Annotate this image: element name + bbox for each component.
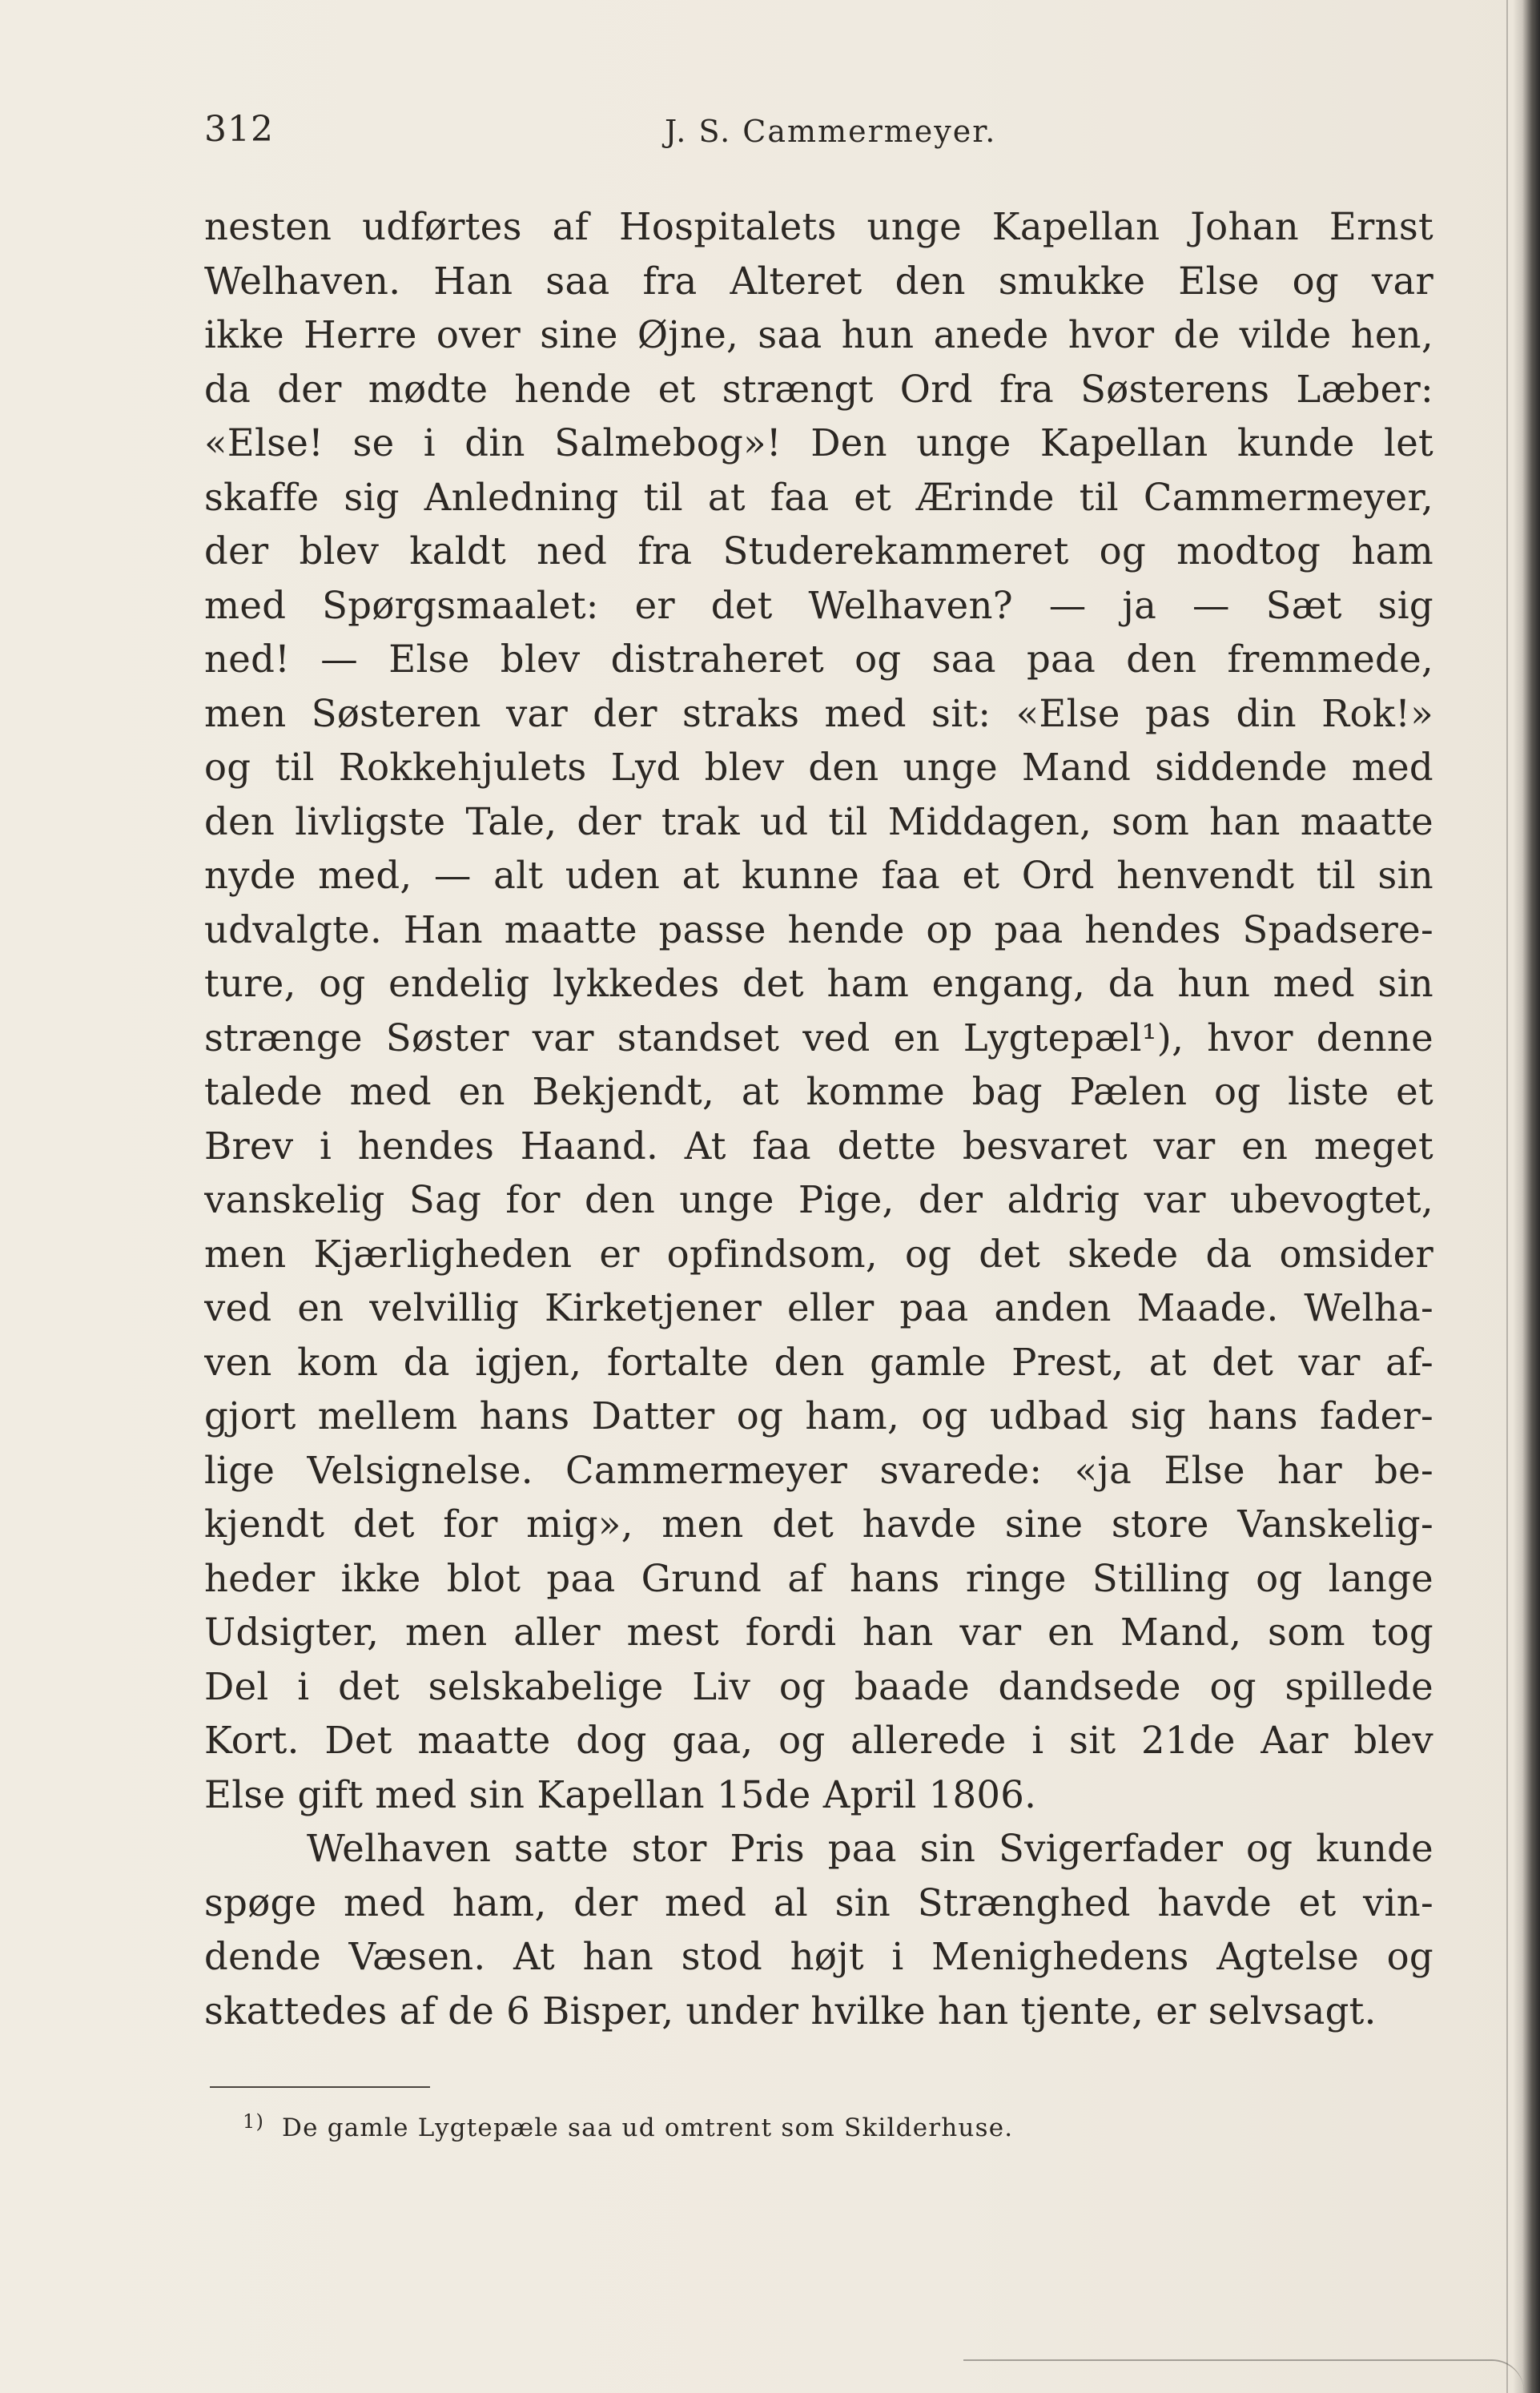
page-number: 312 (204, 109, 274, 150)
page-edge-line (1506, 0, 1508, 2393)
text-line: Brev i hendes Haand. At faa dette besvaret var en meget (204, 1124, 1433, 1168)
text-line: skaffe sig Anledning til at faa et Ærinde til Cammermeyer, (204, 475, 1433, 519)
text-line: udvalgte. Han maatte passe hende op paa hendes Spadsere- (204, 907, 1433, 951)
text-line: da der mødte hende et strængt Ord fra Søsterens Læber: (204, 367, 1433, 411)
text-line: Welhaven. Han saa fra Alteret den smukke Else og var (204, 259, 1433, 303)
text-line: der blev kaldt ned fra Studerekammeret og modtog ham (204, 529, 1433, 573)
text-line: gjort mellem hans Datter og ham, og udbad sig hans fader- (204, 1394, 1433, 1438)
text-line: den livligste Tale, der trak ud til Middagen, som han maatte (204, 799, 1433, 843)
text-line: men Kjærligheden er opfindsom, og det skede da omsider (204, 1232, 1433, 1276)
text-line: ved en velvillig Kirketjener eller paa anden Maade. Welha- (204, 1286, 1433, 1329)
page-corner-curl (963, 2359, 1524, 2393)
text-line: vanskelig Sag for den unge Pige, der aldrig var ubevogtet, (204, 1178, 1433, 1221)
text-line: Kort. Det maatte dog gaa, og allerede i sit 21de Aar blev (204, 1719, 1433, 1762)
footnote (243, 2110, 1013, 2142)
footnote-marker: 1) (243, 2110, 265, 2133)
text-line: med Spørgsmaalet: er det Welhaven? — ja — Sæt sig (204, 583, 1433, 627)
body-text (204, 200, 1433, 2038)
text-line: nesten udførtes af Hospitalets unge Kapellan Johan Ernst (204, 205, 1433, 248)
text-line: heder ikke blot paa Grund af hans ringe Stilling og lange (204, 1556, 1433, 1600)
footnote-text: De gamle Lygtepæle saa ud omtrent som Skilderhuse. (282, 2113, 1014, 2142)
text-line: «Else! se i din Salmebog»! Den unge Kapellan kunde let (204, 421, 1433, 465)
text-line: nyde med, — alt uden at kunne faa et Ord henvendt til sin (204, 854, 1433, 897)
text-line: dende Væsen. At han stod højt i Menighedens Agtelse og (204, 1935, 1433, 1978)
text-line: lige Velsignelse. Cammermeyer svarede: «ja Else har be- (204, 1448, 1433, 1492)
running-head: J. S. Cammermeyer. (665, 114, 997, 149)
text-line: kjendt det for mig», men det havde sine store Vanskelig- (204, 1502, 1433, 1546)
text-line: ture, og endelig lykkedes det ham engang, da hun med sin (204, 962, 1433, 1005)
text-line: ven kom da igjen, fortalte den gamle Prest, at det var af- (204, 1340, 1433, 1384)
paragraph-end-line: skattedes af de 6 Bisper, under hvilke han tjente, er selvsagt. (204, 1989, 1377, 2033)
page-edge-shadow (1513, 0, 1540, 2393)
paragraph-start-line: Welhaven satte stor Pris paa sin Svigerfader og kunde (307, 1827, 1433, 1870)
footnote-divider (210, 2086, 430, 2088)
text-line: ned! — Else blev distraheret og saa paa den fremmede, (204, 637, 1433, 681)
text-line: og til Rokkehjulets Lyd blev den unge Mand siddende med (204, 746, 1433, 789)
text-line: strænge Søster var standset ved en Lygtepæl¹), hvor denne (204, 1016, 1433, 1060)
text-line: men Søsteren var der straks med sit: «Else pas din Rok!» (204, 691, 1433, 735)
page-header (204, 109, 1462, 157)
text-line: talede med en Bekjendt, at komme bag Pælen og liste et (204, 1070, 1433, 1113)
text-line: Del i det selskabelige Liv og baade dandsede og spillede (204, 1664, 1433, 1708)
text-line: spøge med ham, der med al sin Strænghed havde et vin- (204, 1880, 1433, 1924)
paragraph-end-line: Else gift med sin Kapellan 15de April 1806. (204, 1772, 1037, 1816)
text-line: ikke Herre over sine Øjne, saa hun anede hvor de vilde hen, (204, 313, 1433, 356)
text-line: Udsigter, men aller mest fordi han var en Mand, som tog (204, 1611, 1433, 1654)
